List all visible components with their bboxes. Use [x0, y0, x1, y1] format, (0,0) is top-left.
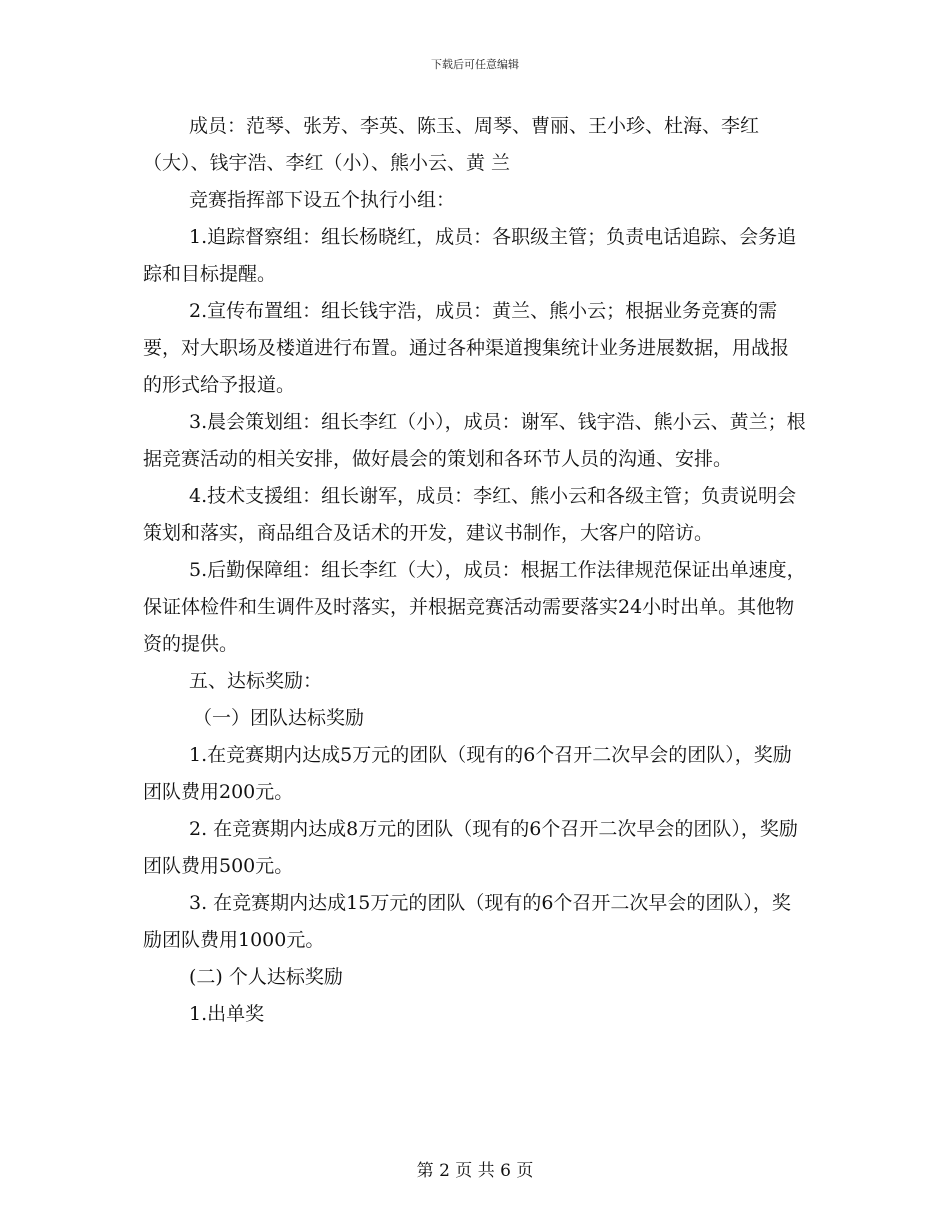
group-4-paragraph: 4.技术支援组：组长谢军，成员：李红、熊小云和各级主管；负责说明会策划和落实，商品组合及话术的开发，建议书制作，大客户的陪访。	[143, 485, 797, 544]
document-body	[143, 108, 807, 1033]
team-award-heading: （一）团队达标奖励	[193, 707, 365, 729]
section-5-heading: 五、达标奖励：	[189, 670, 323, 692]
group-1-paragraph: 1.追踪督察组：组长杨晓红，成员：各职级主管；负责电话追踪、会务追踪和目标提醒。	[143, 226, 797, 285]
group-2-paragraph: 2.宣传布置组：组长钱宇浩，成员：黄兰、熊小云；根据业务竞赛的需要，对大职场及楼道进行布置。通过各种渠道搜集统计业务进展数据，用战报的形式给予报道。	[143, 300, 790, 396]
group-5-paragraph: 5.后勤保障组：组长李红（大），成员：根据工作法律规范保证出单速度，保证体检件和生调件及时落实，并根据竞赛活动需要落实24小时出单。其他物资的提供。	[143, 559, 806, 655]
team-award-3-paragraph: 3. 在竞赛期内达成15万元的团队（现有的6个召开二次早会的团队），奖励团队费用1000元。	[143, 892, 791, 951]
personal-award-1-paragraph: 1.出单奖	[189, 1003, 265, 1025]
page-header: 下载后可任意编辑	[431, 58, 519, 71]
personal-award-heading: (二) 个人达标奖励	[189, 966, 343, 988]
team-award-1-paragraph: 1.在竞赛期内达成5万元的团队（现有的6个召开二次早会的团队），奖励团队费用200元。	[143, 744, 792, 803]
members-paragraph: 成员：范琴、张芳、李英、陈玉、周琴、曹丽、王小珍、杜海、李红（大）、钱宇浩、李红（小）、熊小云、黄 兰	[143, 115, 760, 174]
team-award-2-paragraph: 2. 在竞赛期内达成8万元的团队（现有的6个召开二次早会的团队），奖励团队费用500元。	[143, 818, 798, 877]
group-3-paragraph: 3.晨会策划组：组长李红（小），成员：谢军、钱宇浩、熊小云、黄兰；根据竞赛活动的相关安排，做好晨会的策划和各环节人员的沟通、安排。	[143, 411, 806, 470]
page-footer: 第 2 页 共 6 页	[416, 1161, 534, 1181]
groups-intro-paragraph: 竞赛指挥部下设五个执行小组：	[189, 189, 456, 211]
